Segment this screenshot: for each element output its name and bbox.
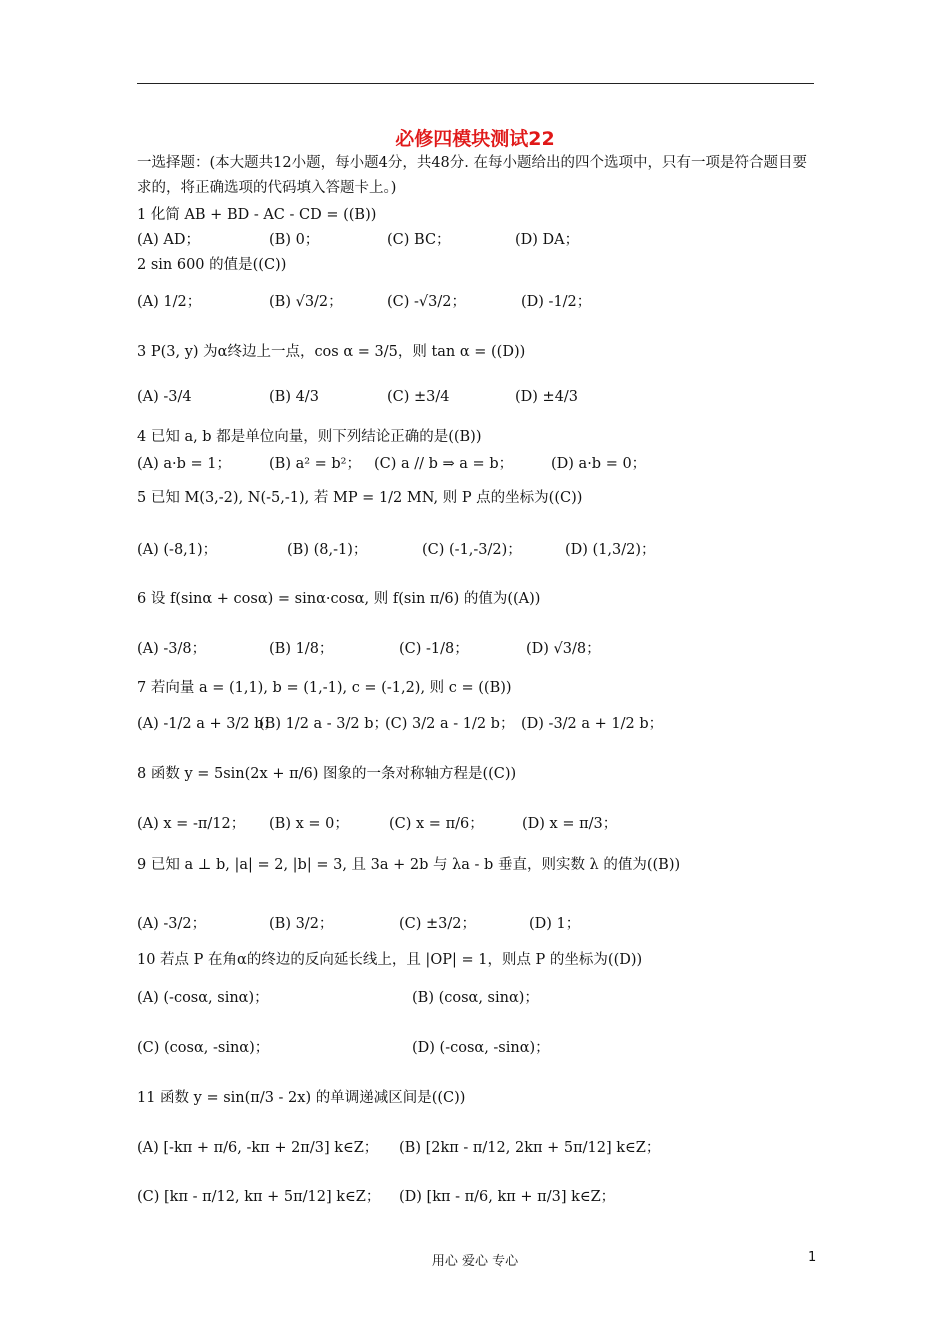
option-a: (A) AD； (137, 232, 200, 248)
option-d: (D) (-cosα, -sinα)； (412, 1040, 550, 1056)
header-rule (137, 83, 814, 84)
option-a: (A) (-8,1)； (137, 542, 218, 558)
question-2-stem: 2 sin 600 的值是((C)) (137, 257, 287, 273)
option-d: (D) 1； (529, 916, 581, 932)
option-b: (B) 1/8； (269, 641, 334, 657)
question-6-stem: 6 设 f(sinα + cosα) = sinα·cosα, 则 f(sin π/6) 的值为((A)) (137, 591, 541, 607)
option-b: (B) (8,-1)； (287, 542, 368, 558)
question-7-stem: 7 若向量 a = (1,1), b = (1,-1), c = (-1,2), 则 c = ((B)) (137, 680, 512, 696)
option-c: (C) (cosα, -sinα)； (137, 1040, 270, 1056)
option-b: (B) √3/2； (269, 294, 343, 310)
option-b: (B) 4/3 (269, 389, 319, 405)
section-intro: 一选择题：(本大题共12小题，每小题4分，共48分. 在每小题给出的四个选项中，只有一项是符合题目要求的，将正确选项的代码填入答题卡上。) (137, 155, 807, 196)
question-5-stem: 5 已知 M(3,-2), N(-5,-1), 若 MP = 1/2 MN, 则 P 点的坐标为((C)) (137, 490, 583, 506)
question-1-stem: 1 化简 AB + BD - AC - CD = ((B)) (137, 207, 377, 223)
page-number: 1 (808, 1250, 817, 1265)
option-d: (D) [kπ - π/6, kπ + π/3] k∈Z； (399, 1189, 616, 1205)
page-title: 必修四模块测试22 (395, 128, 555, 150)
option-d: (D) a·b = 0； (551, 456, 647, 472)
option-c: (C) 3/2 a - 1/2 b； (385, 716, 515, 732)
option-c: (C) -√3/2； (387, 294, 466, 310)
option-d: (D) DA； (515, 232, 580, 248)
option-a: (A) x = -π/12； (137, 816, 246, 832)
option-c: (C) BC； (387, 232, 451, 248)
footer-slogan: 用心 爱心 专心 (431, 1254, 519, 1269)
option-b: (B) (cosα, sinα)； (412, 990, 539, 1006)
option-c: (C) ±3/2； (399, 916, 477, 932)
option-b: (B) a² = b²； (269, 456, 361, 472)
question-3-stem: 3 P(3, y) 为α终边上一点，cos α = 3/5，则 tan α = ((D)) (137, 344, 526, 360)
question-10-stem: 10 若点 P 在角α的终边的反向延长线上，且 |OP| = 1，则点 P 的坐标为((D)) (137, 952, 643, 968)
option-a: (A) a·b = 1； (137, 456, 232, 472)
option-a: (A) -3/4 (137, 389, 192, 405)
option-b: (B) 0； (269, 232, 320, 248)
option-a: (A) (-cosα, sinα)； (137, 990, 269, 1006)
option-a: (A) -3/8； (137, 641, 207, 657)
option-d: (D) ±4/3 (515, 389, 579, 405)
option-a: (A) 1/2； (137, 294, 202, 310)
option-c: (C) a // b ⇒ a = b； (374, 456, 514, 472)
option-d: (D) (1,3/2)； (565, 542, 656, 558)
option-d: (D) -1/2； (521, 294, 592, 310)
option-c: (C) -1/8； (399, 641, 469, 657)
option-d: (D) -3/2 a + 1/2 b； (521, 716, 664, 732)
option-a: (A) [-kπ + π/6, -kπ + 2π/3] k∈Z； (137, 1140, 379, 1156)
option-b: (B) 1/2 a - 3/2 b； (259, 716, 389, 732)
question-9-stem: 9 已知 a ⊥ b, |a| = 2, |b| = 3, 且 3a + 2b 与 λa - b 垂直，则实数 λ 的值为((B)) (137, 857, 681, 873)
option-b: (B) 3/2； (269, 916, 334, 932)
question-11-stem: 11 函数 y = sin(π/3 - 2x) 的单调递减区间是((C)) (137, 1090, 466, 1106)
option-b: (B) [2kπ - π/12, 2kπ + 5π/12] k∈Z； (399, 1140, 661, 1156)
option-a: (A) -1/2 a + 3/2 b； (137, 716, 278, 732)
option-a: (A) -3/2； (137, 916, 207, 932)
option-c: (C) (-1,-3/2)； (422, 542, 522, 558)
option-d: (D) √3/8； (526, 641, 601, 657)
option-d: (D) x = π/3； (522, 816, 618, 832)
question-8-stem: 8 函数 y = 5sin(2x + π/6) 图象的一条对称轴方程是((C)) (137, 766, 517, 782)
option-c: (C) ±3/4 (387, 389, 450, 405)
option-c: (C) [kπ - π/12, kπ + 5π/12] k∈Z； (137, 1189, 381, 1205)
option-b: (B) x = 0； (269, 816, 349, 832)
question-4-stem: 4 已知 a, b 都是单位向量，则下列结论正确的是((B)) (137, 429, 482, 445)
option-c: (C) x = π/6； (389, 816, 484, 832)
